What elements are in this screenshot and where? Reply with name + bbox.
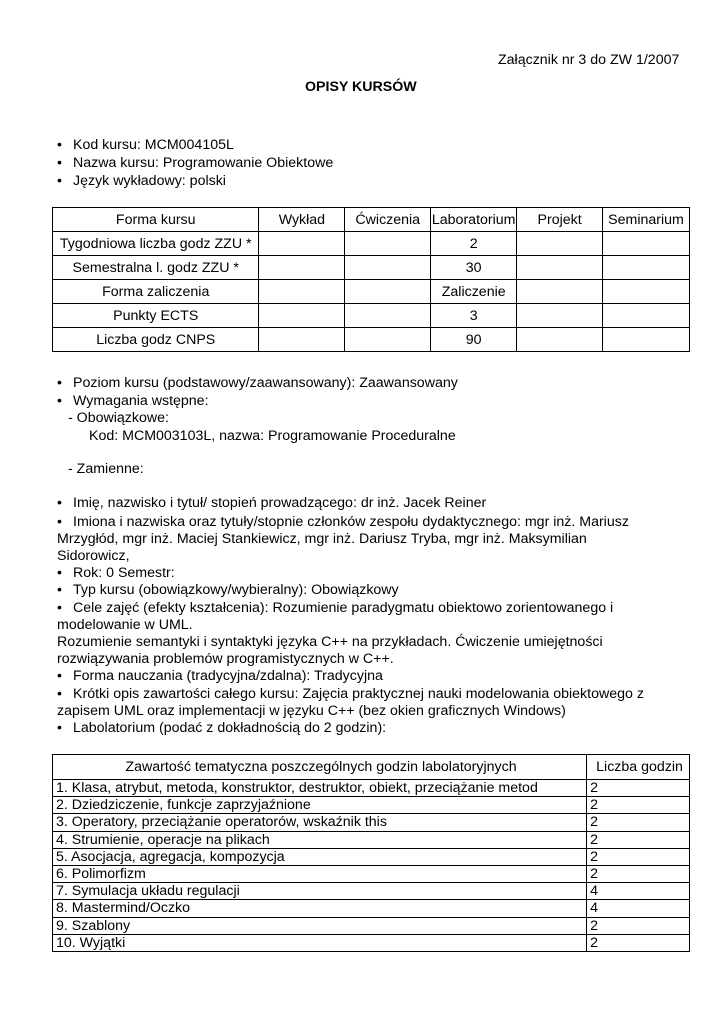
table-cell (345, 280, 431, 304)
summary-line-1: • Krótki opis zawartości całego kursu: Zajęcia praktycznej nauki modelowania obiektowego z (73, 686, 644, 703)
table-header-cell: Seminarium (603, 208, 690, 232)
table-cell: 2 (431, 232, 517, 256)
lab-heading: • Labolatorium (podać z dokładnością do 2 godzin): (73, 720, 386, 737)
table-cell: 2 (587, 848, 690, 865)
table-cell: 30 (431, 256, 517, 280)
lecturer: • Imię, nazwisko i tytuł/ stopień prowadzącego: dr inż. Jacek Reiner (73, 495, 486, 512)
table-cell (603, 328, 690, 352)
table-cell: 5. Asocjacja, agregacja, kompozycja (53, 848, 587, 865)
table-row (53, 917, 690, 934)
table-cell (517, 256, 603, 280)
table-cell: 10. Wyjątki (53, 934, 587, 951)
table-cell: 2 (587, 917, 690, 934)
table-row (53, 256, 690, 280)
table-cell (259, 328, 345, 352)
table-cell: Tygodniowa liczba godz ZZU * (53, 232, 259, 256)
table-cell: 2 (587, 814, 690, 831)
summary-line-2: zapisem UML oraz implementacji w języku C++ (bez okien graficznych Windows) (57, 703, 566, 719)
table-cell (517, 328, 603, 352)
table-row (53, 814, 690, 831)
table-cell (259, 280, 345, 304)
table-cell: 4 (587, 883, 690, 900)
table-header-row (53, 208, 690, 232)
table-row (53, 304, 690, 328)
table-row (53, 780, 690, 797)
table-cell: 8. Mastermind/Oczko (53, 900, 587, 917)
table-row (53, 865, 690, 882)
table-cell: 4 (587, 900, 690, 917)
course-level: • Poziom kursu (podstawowy/zaawansowany): Zaawansowany (73, 375, 458, 392)
goals-line-2: modelowanie w UML. (57, 617, 193, 633)
table-row (53, 831, 690, 848)
team-line-3: Sidorowicz, (57, 548, 130, 564)
goals-line-4: rozwiązywania problemów programistycznych w C++. (57, 651, 394, 667)
table-header-cell: Zawartość tematyczna poszczególnych godzin labolatoryjnych (53, 755, 587, 780)
table-row (53, 797, 690, 814)
table-row (53, 232, 690, 256)
page-title: OPISY KURSÓW (305, 79, 417, 95)
goals-line-3: Rozumienie semantyki i syntaktyki języka C++ na przykładach. Ćwiczenie umiejętności (57, 634, 603, 650)
table-cell (259, 304, 345, 328)
table-cell: 3. Operatory, przeciążanie operatorów, wskaźnik this (53, 814, 587, 831)
team-line-1: • Imiona i nazwiska oraz tytuły/stopnie członków zespołu dydaktycznego: mgr inż. Mariusz (73, 514, 629, 531)
table-cell (345, 256, 431, 280)
table-header-cell: Forma kursu (53, 208, 259, 232)
table-cell: 90 (431, 328, 517, 352)
table-cell: 3 (431, 304, 517, 328)
table-cell (345, 232, 431, 256)
course-type: • Typ kursu (obowiązkowy/wybieralny): Obowiązkowy (73, 582, 399, 599)
table-cell (517, 232, 603, 256)
mandatory-label: - Obowiązkowe: (68, 410, 169, 426)
table-cell (517, 304, 603, 328)
table-cell: 6. Polimorfizm (53, 865, 587, 882)
goals-line-1: • Cele zajęć (efekty kształcenia): Rozumienie paradygmatu obiektowo zorientowanego i (73, 600, 613, 617)
course-forms-table (52, 207, 690, 352)
team-line-2: Mrzygłód, mgr inż. Maciej Stankiewicz, mgr inż. Dariusz Tryba, mgr inż. Maksymilian (57, 531, 587, 547)
table-cell (345, 328, 431, 352)
table-cell: Zaliczenie (431, 280, 517, 304)
table-cell: 7. Symulacja układu regulacji (53, 883, 587, 900)
table-row (53, 934, 690, 951)
table-cell (603, 280, 690, 304)
table-row (53, 883, 690, 900)
table-header-cell: Projekt (517, 208, 603, 232)
lab-topics-table (52, 754, 690, 952)
alternative-label: - Zamienne: (68, 461, 144, 477)
table-cell: 2 (587, 797, 690, 814)
table-cell: 1. Klasa, atrybut, metoda, konstruktor, destruktor, obiekt, przeciążanie metod (53, 780, 587, 797)
table-row (53, 280, 690, 304)
mandatory-course: Kod: MCM003103L, nazwa: Programowanie Proceduralne (89, 428, 456, 444)
table-header-cell: Liczba godzin (587, 755, 690, 780)
table-row (53, 848, 690, 865)
prerequisites-heading: • Wymagania wstępne: (73, 393, 209, 410)
table-cell (259, 232, 345, 256)
table-header-row (53, 755, 690, 780)
table-cell: 2. Dziedziczenie, funkcje zaprzyjaźnione (53, 797, 587, 814)
table-cell: Forma zaliczenia (53, 280, 259, 304)
table-cell: 9. Szablony (53, 917, 587, 934)
course-code: • Kod kursu: MCM004105L (73, 137, 234, 154)
table-header-cell: Laboratorium (431, 208, 517, 232)
table-cell (603, 304, 690, 328)
table-header-cell: Wykład (259, 208, 345, 232)
table-cell (345, 304, 431, 328)
table-row (53, 328, 690, 352)
table-cell: Semestralna l. godz ZZU * (53, 256, 259, 280)
course-language: • Język wykładowy: polski (73, 173, 226, 190)
table-cell (603, 232, 690, 256)
semester: • Rok: 0 Semestr: (73, 565, 175, 582)
teaching-form: • Forma nauczania (tradycyjna/zdalna): Tradycyjna (73, 668, 383, 685)
table-cell: 2 (587, 934, 690, 951)
table-cell (603, 256, 690, 280)
table-row (53, 900, 690, 917)
table-cell: 2 (587, 831, 690, 848)
table-cell: Punkty ECTS (53, 304, 259, 328)
table-cell: 4. Strumienie, operacje na plikach (53, 831, 587, 848)
table-cell (517, 280, 603, 304)
attachment-note: Załącznik nr 3 do ZW 1/2007 (498, 52, 680, 68)
table-cell: 2 (587, 865, 690, 882)
table-cell (259, 256, 345, 280)
table-header-cell: Ćwiczenia (345, 208, 431, 232)
table-cell: 2 (587, 780, 690, 797)
table-cell: Liczba godz CNPS (53, 328, 259, 352)
course-name: • Nazwa kursu: Programowanie Obiektowe (73, 155, 333, 172)
